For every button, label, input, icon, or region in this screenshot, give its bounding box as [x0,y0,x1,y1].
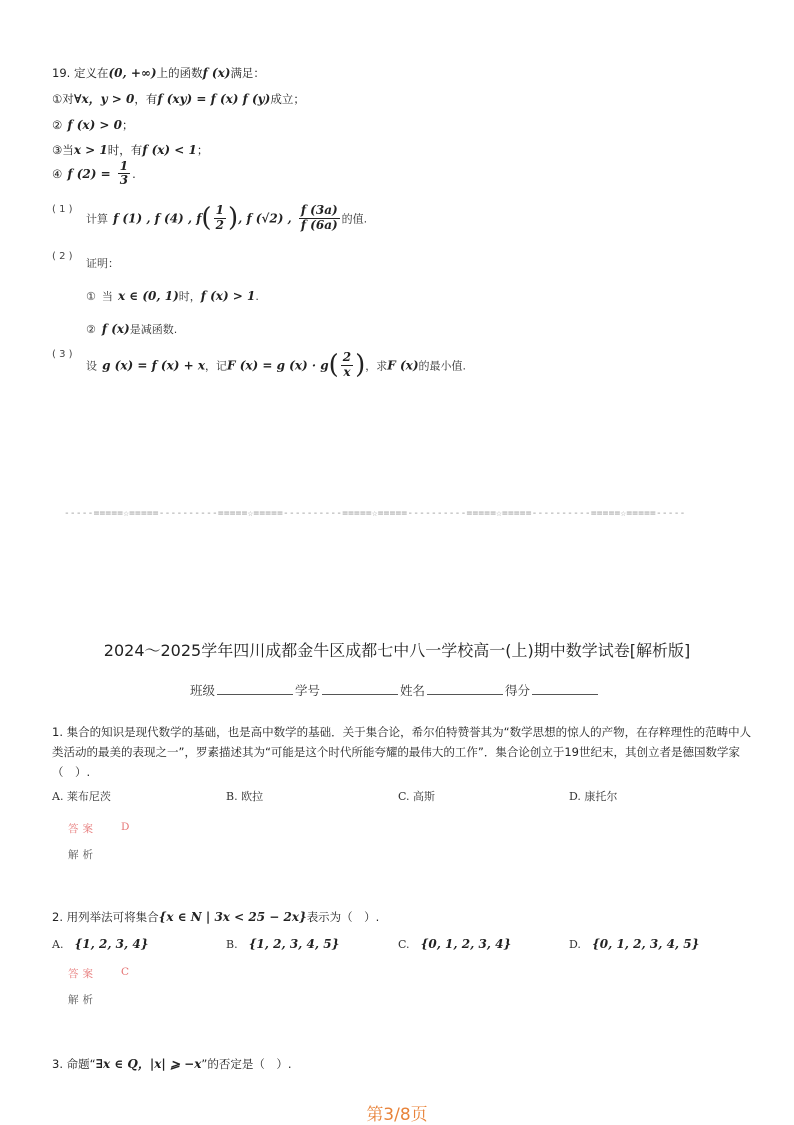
option-value: {0, 1, 2, 3, 4} [420,937,512,951]
q19-part-3 [86,350,466,380]
condition-4-fraction [118,160,130,187]
q2-text [52,906,379,925]
q2-set: {x ∈ N | 3x < 25 − 2x} [158,910,307,924]
q19-part-3-label: ( 3 ) [52,349,73,360]
part-1-half [214,204,226,231]
part-3-g-def: g (x) = f (x) + x [102,358,205,373]
right-paren: ) [355,350,366,380]
part-3-end: 的最小值. [418,359,467,373]
name-label: 姓名 [400,683,426,698]
item-1-mid: 时， [178,290,201,303]
part-3-fraction [341,351,353,378]
q19-intro-text-c: 满足： [230,66,265,80]
option-letter: D. [569,938,581,951]
option-value: {0, 1, 2, 3, 4, 5} [592,937,700,951]
q1-answer-value: D [121,821,130,833]
q3-text-a: 3. 命题“ [52,1057,96,1071]
q19-intro-text-b: 上的函数 [156,66,203,80]
q19-part-2-item-1 [86,285,259,304]
q2-option-a[interactable] [52,933,148,952]
page-title: 2024～2025学年四川成都金牛区成都七中八一学校高一(上)期中数学试卷[解析版] [103,641,691,660]
condition-1-quantifier: ∀x，y > 0 [73,92,135,106]
q19-part-2-text: 证明： [86,257,119,270]
fraction-numerator: 1 [119,159,129,173]
fraction-denominator: 3 [119,173,129,188]
score-field[interactable] [532,682,598,695]
q1-analysis-label[interactable]: 解析 [68,849,97,861]
student-id-field[interactable] [322,682,398,695]
q19-part-2-label: ( 2 ) [52,251,73,262]
q3-text [52,1053,292,1072]
condition-2-inequality: f (x) > 0 [67,118,123,132]
part-1-text: 计算 [86,212,108,226]
part-3-F: F (x) [387,358,419,373]
part-3-text-b: ，记 [205,359,227,373]
condition-3-domain: x > 1 [73,143,108,157]
ratio-numerator: f (3a) [300,203,338,218]
item-1-text-a: 当 [101,290,113,303]
item-2-marker: ② [86,323,96,336]
condition-1-marker: ①对 [52,92,74,106]
q19-condition-4 [52,160,136,187]
q1-option-c[interactable]: C. 高斯 [398,790,436,803]
part-3-text-a: 设 [86,359,97,373]
name-field[interactable] [427,682,503,695]
half-numerator: 1 [215,203,224,218]
student-info-line [190,681,600,699]
q19-intro-domain: (0, +∞) [108,66,157,80]
q1-text: 1. 集合的知识是现代数学的基础，也是高中数学的基础．关于集合论，希尔伯特赞誉其为“数学思想的惊人的产物，在存粹理性的范畴中人类活动的最美的表现之一”，罗素描述其为“可能是这个时代所能夸耀的最伟大的工作”．集合论创立于19世纪末，其创立者是德国数学家（ ）. [52,725,752,779]
option-letter: B. [226,938,238,951]
q2-option-b[interactable] [226,933,339,952]
part-1-sqrt: , f (√2) , [238,211,292,226]
option-letter: A. [52,938,64,951]
left-paren: ( [201,203,212,233]
q3-text-b: ”的否定是（ ）. [201,1057,292,1071]
q1-option-d[interactable]: D. 康托尔 [569,790,618,803]
q19-intro-fx: f (x) [202,66,231,80]
item-1-inequality: f (x) > 1 [200,289,256,303]
q1-answer-label: 答案 [68,823,97,835]
condition-1-mid: ，有 [134,92,158,106]
q19-part-2-item-2 [86,318,177,337]
q2-option-d[interactable] [569,933,699,952]
option-value: {1, 2, 3, 4, 5} [248,937,340,951]
condition-1-equation: f (xy) = f (x) f (y) [157,92,271,106]
q19-condition-1 [52,88,305,107]
condition-2-marker: ② [52,118,63,132]
q19-part-1-label: ( 1 ) [52,204,73,215]
half-denominator: 2 [215,217,224,232]
q3-proposition: ∃x ∈ Q，|x| ⩾ −x [95,1057,202,1071]
q2-answer-value: C [121,966,130,978]
part-3-text-c: ，求 [365,359,388,373]
part-3-F-def: F (x) = g (x) · g [227,358,329,373]
q19-intro-text-a: 19. 定义在 [52,66,109,80]
condition-4-marker: ④ [52,167,63,182]
condition-4-end: . [132,167,136,182]
item-2-function: f (x) [101,322,130,336]
q19-part-1 [86,203,367,233]
q2-analysis-label[interactable]: 解析 [68,994,97,1006]
student-id-label: 学号 [295,683,321,698]
item-1-end: . [255,290,259,303]
condition-3-mid: 时，有 [107,143,143,157]
left-paren: ( [328,350,339,380]
item-1-domain: x ∈ (0, 1) [117,289,179,303]
condition-3-marker: ③当 [52,143,74,157]
q2-answer-label: 答案 [68,968,97,980]
condition-2-end: ； [122,118,134,132]
q19-condition-2 [52,114,134,133]
q19-intro [52,62,265,81]
ratio-denominator: f (6a) [300,217,338,232]
condition-3-end: ； [196,143,209,157]
class-field[interactable] [217,682,293,695]
q2-text-a: 2. 用列举法可将集合 [52,910,159,924]
q2-text-b: 表示为（ ）. [306,910,380,924]
q1-option-b[interactable]: B. 欧拉 [226,790,264,803]
right-paren: ) [227,203,239,233]
section-divider: -----=====☆=====----------=====☆=====----------=====☆=====----------=====☆=====----------=====☆=====----- [64,508,686,519]
q1-option-a[interactable]: A. 莱布尼茨 [52,790,111,803]
part-1-ratio [299,204,340,231]
item-2-end: 是减函数. [129,323,178,336]
part-1-end: 的值. [341,212,368,226]
option-value: {1, 2, 3, 4} [74,937,149,951]
item-1-marker: ① [86,290,96,303]
fraction-numerator: 2 [342,350,352,365]
page-number: 第3/8页 [366,1105,428,1125]
option-letter: C. [398,938,410,951]
q2-option-c[interactable] [398,933,511,952]
q19-condition-3 [52,139,208,158]
condition-4-lhs: f (2) = [67,167,111,182]
condition-1-end: 成立； [270,92,305,106]
class-label: 班级 [190,683,216,698]
fraction-denominator: x [343,364,351,379]
part-1-values: f (1) , f (4) , f [113,211,202,226]
condition-3-inequality: f (x) < 1 [142,143,197,157]
score-label: 得分 [505,683,531,698]
